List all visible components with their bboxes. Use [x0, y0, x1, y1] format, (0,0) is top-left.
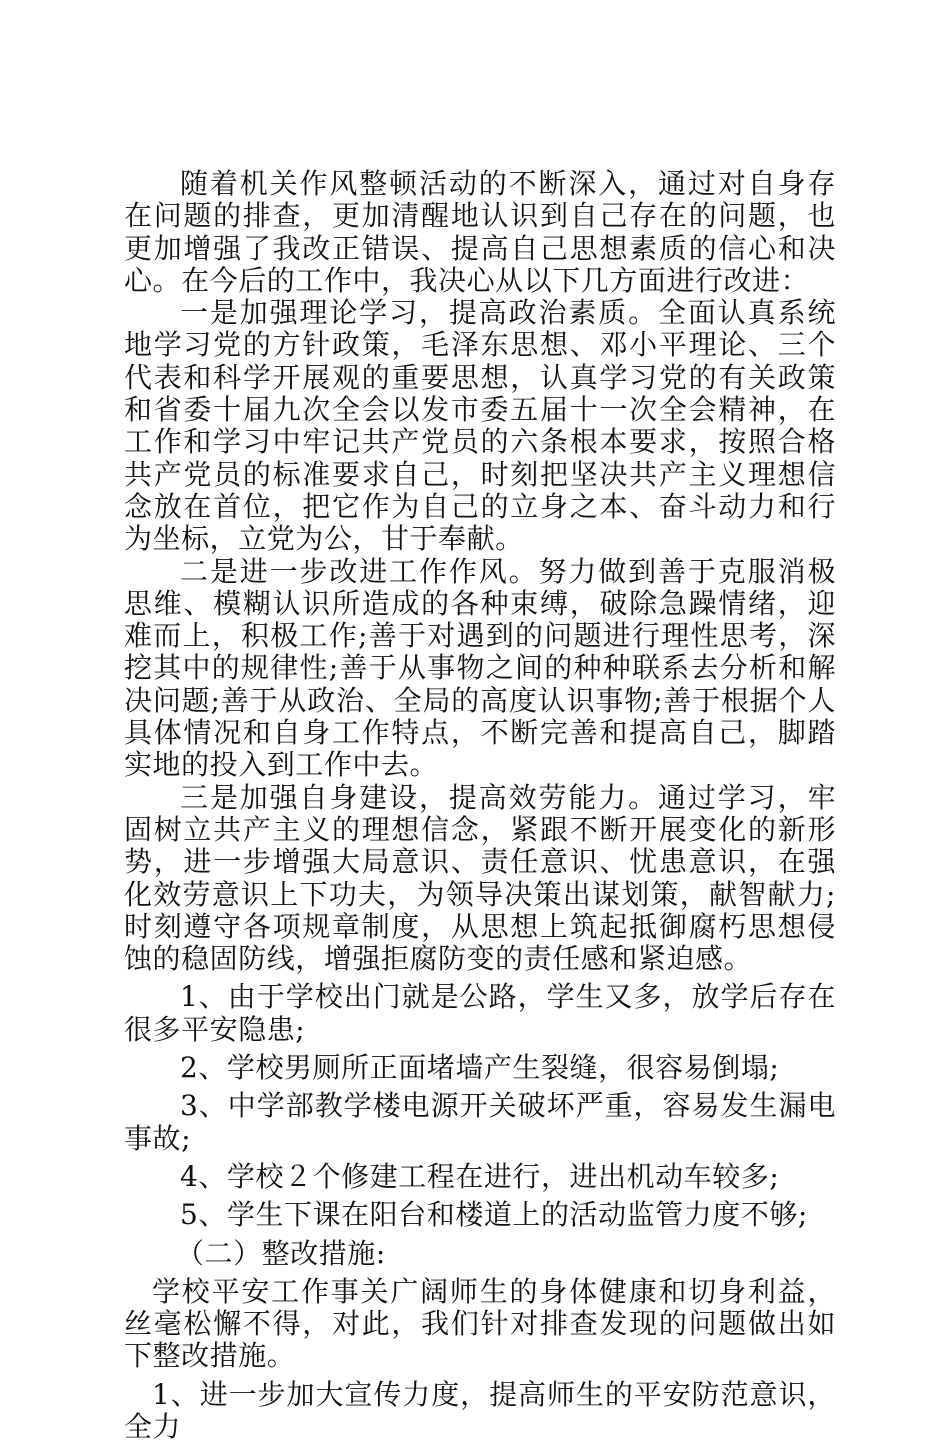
list-item-hazard-2: 2、学校男厕所正面堵墙产生裂缝，很容易倒塌; [180, 1051, 780, 1085]
paragraph-point-two: 二是进一步改进工作作风。努力做到善于克服消极思维、模糊认识所造成的各种束缚，破除急躁情绪，迎难而上，积极工作;善于对遇到的问题进行理性思考，深挖其中的规律性;善于从事物之间的种种联系去分析和解决问题;善于从政治、全局的高度认识事物;善于根据个人具体情况和自身工作特点，不断完善和提高自己，脚踏实地的投入到工作中去。 [124, 554, 836, 782]
list-item-hazard-3: 3、中学部教学楼电源开关破坏严重，容易发生漏电事故; [124, 1089, 836, 1155]
paragraph-intro: 随着机关作风整顿活动的不断深入，通过对自身存在问题的排查，更加清醒地认识到自己存在的问题，也更加增强了我改正错误、提高自己思想素质的信心和决心。在今后的工作中，我决心从以下几方面进行改进： [124, 167, 836, 297]
paragraph-point-three: 三是加强自身建设，提高效劳能力。通过学习，牢固树立共产主义的理想信念，紧跟不断开展变化的新形势，进一步增强大局意识、责任意识、忧患意识，在强化效劳意识上下功夫，为领导决策出谋划策，献智献力;时刻遵守各项规章制度，从思想上筑起抵御腐朽思想侵蚀的稳固防线，增强拒腐防变的责任感和紧迫感。 [124, 780, 836, 976]
section-heading-measures: （二）整改措施: [176, 1236, 386, 1270]
paragraph-point-one: 一是加强理论学习，提高政治素质。全面认真系统地学习党的方针政策，毛泽东思想、邓小平理论、三个代表和科学开展观的重要思想，认真学习党的有关政策和省委十届九次全会以发市委五届十一次全会精神，在工作和学习中牢记共产党员的六条根本要求，按照合格共产党员的标准要求自己，时刻把坚决共产主义理想信念放在首位，把它作为自己的立身之本、奋斗动力和行为坐标，立党为公，甘于奉献。 [124, 296, 836, 556]
paragraph-measures-intro: 学校平安工作事关广阔师生的身体健康和切身利益，丝毫松懈不得，对此，我们针对排查发现的问题做出如下整改措施。 [124, 1274, 836, 1373]
list-item-measure-1: 1、进一步加大宣传力度，提高师生的平安防范意识，全力 [124, 1377, 836, 1443]
list-item-hazard-5: 5、学生下课在阳台和楼道上的活动监管力度不够; [180, 1198, 808, 1232]
document-body [124, 168, 836, 1443]
list-item-hazard-4: 4、学校２个修建工程在进行，进出机动车较多; [180, 1159, 780, 1193]
list-item-hazard-1: 1、由于学校出门就是公路，学生又多，放学后存在很多平安隐患; [124, 980, 836, 1046]
